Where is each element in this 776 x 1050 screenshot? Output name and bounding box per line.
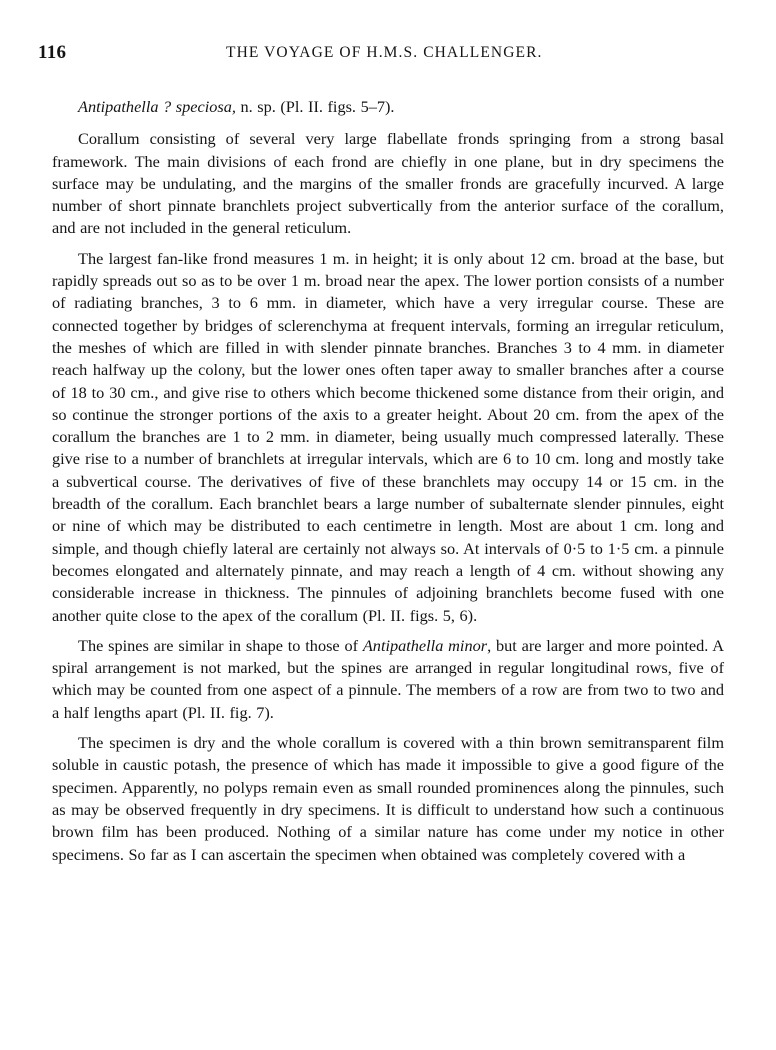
species-name: Antipathella ? speciosa, <box>78 97 236 116</box>
species-heading <box>78 96 724 118</box>
paragraph-corallum-description: Corallum consisting of several very large flabellate fronds springing from a strong basal framework. The main divisions of each frond are chiefly in one plane, but in dry specimens the surface may be undulating, and the margins of the smaller fronds are gracefully incurved. A large number of short pinnate branchlets project subvertically from the anterior surface of the corallum, and are not included in the general reticulum. <box>52 129 724 238</box>
page-number: 116 <box>38 42 67 63</box>
running-title: THE VOYAGE OF H.M.S. CHALLENGER. <box>226 44 543 61</box>
body-text <box>52 96 724 866</box>
paragraph-spines-text-a: The spines are similar in shape to those of <box>78 635 363 655</box>
species-reference: n. sp. (Pl. II. figs. 5–7). <box>235 97 395 116</box>
page-header <box>38 42 736 64</box>
paragraph-frond-measurements: The largest fan-like frond measures 1 m. in height; it is only about 12 cm. broad at the base, but rapidly spreads out so as to be over 1 m. broad near the apex. The lower portion consists of a number of radiating branches, 3 to 6 mm. in diameter, which have a very irregular course. These are connected together by bridges of sclerenchyma at frequent intervals, forming an irregular reticulum, the meshes of which are filled in with slender pinnate branches. Branches 3 to 4 mm. in diameter reach halfway up the colony, but the lower ones often taper away to smaller branches after a course of 18 to 30 cm., and give rise to others which become thickened some distance from their origin, and so continue the stronger portions of the axis to a greater height. About 20 cm. from the apex of the corallum the branches are 1 to 2 mm. in diameter, being usually much compressed laterally. These give rise to a number of branchlets at irregular intervals, which are 6 to 10 cm. long and mostly take a subvertical course. The derivatives of five of these branchlets may occupy 14 or 15 cm. in the breadth of the corallum. Each branchlet bears a large number of subalternate slender pinnules, eight or nine of which may be distributed to each centimetre in length. Most are about 1 cm. long and simple, and though chiefly lateral are certainly not always so. At intervals of 0·5 to 1·5 cm. a pinnule becomes elongated and alternately pinnate, and may reach a length of 4 cm. without showing any considerable increase in thickness. The pinnules of adjoining branchlets become fused with one another quite close to the apex of the corallum (Pl. II. figs. 5, 6). <box>52 248 724 625</box>
species-reference-antipathella-minor: Antipathella minor <box>362 635 488 655</box>
paragraph-specimen-condition: The specimen is dry and the whole corallum is covered with a thin brown semitransparent film soluble in caustic potash, the presence of which has made it impossible to give a good figure of the specimen. Apparently, no polyps remain even as small rounded prominences along the pinnules, such as may be observed frequently in dry specimens. It is difficult to understand how such a continuous brown film has been produced. Nothing of a similar nature has come under my notice in other specimens. So far as I can ascertain the specimen when obtained was completely covered with a <box>52 733 724 864</box>
paragraph-spines-text-b: , but are larger and more pointed. A spiral arrangement is not marked, but the spines are arranged in regular longitudinal rows, five of which may be counted from one aspect of a pinnule. The members of a row are from two to two and a half lengths apart (Pl. II. fig. 7). <box>52 635 724 722</box>
paragraph-spines <box>52 635 724 724</box>
